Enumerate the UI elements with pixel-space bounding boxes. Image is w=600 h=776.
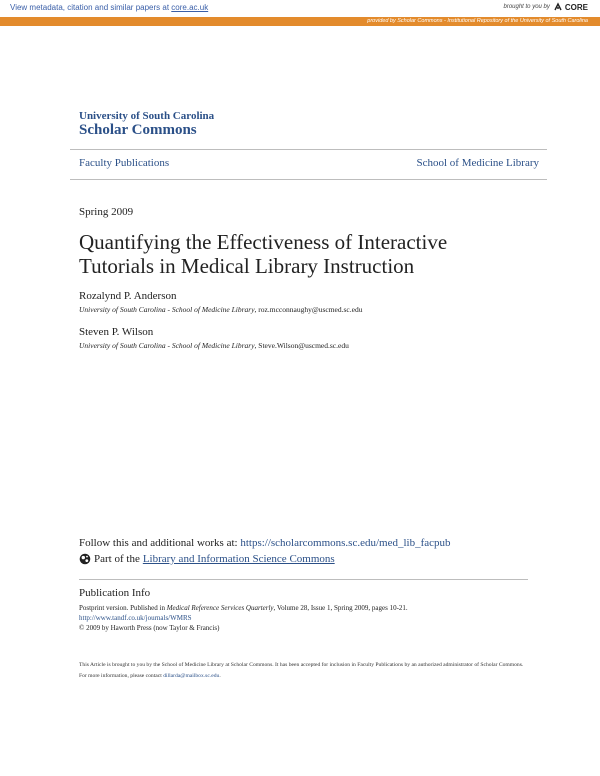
article-title (79, 230, 539, 278)
author-name: Rozalynd P. Anderson (79, 290, 177, 302)
footer-text-end: . (219, 673, 221, 679)
footer-text: This Article is brought to you by the School of Medicine Library at Scholar Commons. It has been accepted for inclusion in Faculty Publications by an authorized administrator of Scholar Commons. For more information, please contact (79, 662, 524, 679)
article-title-line-2: Tutorials in Medical Library Instruction (79, 254, 415, 278)
brought-to-you-text: brought to you by (503, 4, 550, 10)
publication-info-divider (79, 579, 528, 580)
core-topbar (0, 0, 600, 17)
repository-footer (79, 660, 529, 682)
author-name: Steven P. Wilson (79, 326, 154, 338)
provided-by-bar (0, 17, 600, 26)
citation-line (79, 603, 408, 613)
nav-bottom-divider (70, 179, 547, 180)
citation-prefix: Postprint version. Published in (79, 604, 167, 612)
part-of-commons (79, 553, 335, 565)
contact-email-link[interactable]: dillarda@mailbox.sc.edu (163, 673, 220, 679)
library-science-commons-link[interactable]: Library and Information Science Commons (142, 553, 335, 565)
school-of-medicine-library-link[interactable]: School of Medicine Library (416, 157, 539, 169)
scholar-commons-title[interactable]: Scholar Commons (79, 122, 197, 138)
citation-suffix: , Volume 28, Issue 1, Spring 2009, pages 10-21. (273, 604, 408, 612)
copyright-line: © 2009 by Haworth Press (now Taylor & Francis) (79, 624, 220, 632)
follow-text: Follow this and additional works at: (79, 537, 241, 549)
core-metadata-notice (10, 3, 208, 12)
faculty-publications-link[interactable]: Faculty Publications (79, 157, 170, 169)
core-logo-icon (553, 2, 563, 12)
author-affiliation (79, 305, 362, 314)
affiliation-text: University of South Carolina - School of Medicine Library (79, 305, 255, 314)
university-name[interactable]: University of South Carolina (79, 110, 215, 122)
journal-name: Medical Reference Services Quarterly (166, 604, 274, 612)
core-logo[interactable] (553, 2, 588, 12)
author-email: , Steve.Wilson@uscmed.sc.edu (254, 341, 349, 350)
core-logo-label: CORE (564, 2, 588, 12)
article-title-line-1: Quantifying the Effectiveness of Interactive (79, 230, 448, 254)
publication-info-details (79, 603, 408, 633)
affiliation-text: University of South Carolina - School of Medicine Library (79, 341, 255, 350)
core-brand (504, 2, 589, 12)
follow-works (79, 537, 451, 549)
core-link[interactable]: core.ac.uk (171, 3, 209, 12)
publication-date: Spring 2009 (79, 206, 134, 218)
journal-url-link[interactable]: http://www.tandf.co.uk/journals/WMRS (79, 614, 192, 622)
author-affiliation (79, 341, 349, 350)
institution-header (79, 110, 214, 139)
author-email: , roz.mcconnaughy@uscmed.sc.edu (254, 305, 363, 314)
provided-by-text: provided by Scholar Commons - Institutional Repository of the University of South Carolina (367, 18, 588, 24)
publication-info-heading: Publication Info (79, 587, 151, 599)
collection-url-link[interactable]: https://scholarcommons.sc.edu/med_lib_facpub (240, 537, 451, 549)
commons-network-icon (79, 553, 91, 565)
nav-top-divider (70, 149, 547, 150)
part-of-text: Part of the (94, 553, 140, 565)
journal-url-line (79, 613, 408, 623)
core-metadata-text: View metadata, citation and similar papers at (10, 3, 172, 12)
